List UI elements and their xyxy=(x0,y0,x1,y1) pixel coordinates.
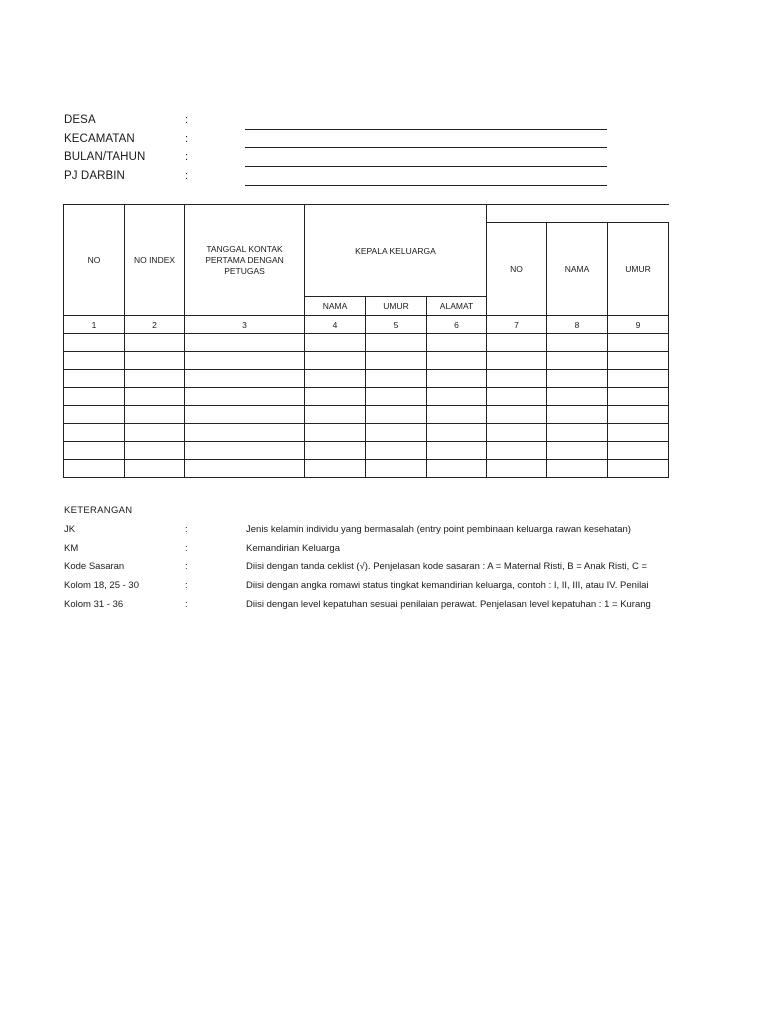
table-cell[interactable] xyxy=(487,370,547,388)
table-cell[interactable] xyxy=(64,424,125,442)
table-cell[interactable] xyxy=(427,406,487,424)
keterangan-key: JK xyxy=(64,524,76,535)
keterangan-colon: : xyxy=(185,580,188,591)
keterangan-colon: : xyxy=(185,599,188,610)
keterangan-colon: : xyxy=(185,561,188,572)
table-cell[interactable] xyxy=(487,334,547,352)
table-cell[interactable] xyxy=(427,370,487,388)
table-cell[interactable] xyxy=(547,442,608,460)
table-row xyxy=(64,352,669,370)
pj-darbin-label: PJ DARBIN xyxy=(64,170,125,182)
keterangan-key: Kode Sasaran xyxy=(64,561,125,572)
header-kk-umur: UMUR xyxy=(366,297,427,316)
table-cell[interactable] xyxy=(547,334,608,352)
table-cell[interactable] xyxy=(608,406,669,424)
table-cell[interactable] xyxy=(64,352,125,370)
table-cell[interactable] xyxy=(366,460,427,478)
kecamatan-input-line[interactable] xyxy=(245,147,607,148)
table-cell[interactable] xyxy=(305,370,366,388)
table-cell[interactable] xyxy=(547,424,608,442)
table-cell[interactable] xyxy=(64,460,125,478)
keterangan-item xyxy=(0,561,768,573)
table-cell[interactable] xyxy=(547,460,608,478)
table-cell[interactable] xyxy=(366,442,427,460)
table-cell[interactable] xyxy=(125,442,185,460)
keterangan-value: Kemandirian Keluarga xyxy=(246,543,341,554)
table-cell[interactable] xyxy=(608,424,669,442)
table-cell[interactable] xyxy=(64,334,125,352)
table-cell[interactable] xyxy=(185,334,305,352)
pj-darbin-colon: : xyxy=(185,170,189,182)
keterangan-key: KM xyxy=(64,543,79,554)
table-cell[interactable] xyxy=(185,442,305,460)
table-cell[interactable] xyxy=(366,334,427,352)
table-cell[interactable] xyxy=(608,370,669,388)
table-cell[interactable] xyxy=(305,424,366,442)
keterangan-item xyxy=(0,599,768,611)
table-cell[interactable] xyxy=(366,388,427,406)
column-number: 9 xyxy=(608,316,669,334)
keterangan-value: Diisi dengan tanda ceklist (√). Penjelasan kode sasaran : A = Maternal Risti, B = Anak Risti, C = xyxy=(246,561,647,572)
header-row-top xyxy=(64,205,669,223)
table-cell[interactable] xyxy=(427,442,487,460)
column-number: 7 xyxy=(487,316,547,334)
table-row xyxy=(64,406,669,424)
header-no: NO xyxy=(64,205,125,316)
table-cell[interactable] xyxy=(608,334,669,352)
column-number: 5 xyxy=(366,316,427,334)
table-cell[interactable] xyxy=(125,334,185,352)
table-cell[interactable] xyxy=(487,388,547,406)
table-cell[interactable] xyxy=(608,460,669,478)
table-cell[interactable] xyxy=(366,406,427,424)
table-cell[interactable] xyxy=(185,460,305,478)
table-cell[interactable] xyxy=(64,406,125,424)
column-number: 3 xyxy=(185,316,305,334)
table-cell[interactable] xyxy=(125,388,185,406)
keterangan-item xyxy=(0,524,768,536)
table-cell[interactable] xyxy=(487,442,547,460)
header-no-index: NO INDEX xyxy=(125,205,185,316)
header-tanggal-kontak: TANGGAL KONTAK PERTAMA DENGAN PETUGAS xyxy=(185,205,305,316)
table-cell[interactable] xyxy=(366,352,427,370)
pj-darbin-input-line[interactable] xyxy=(245,185,607,186)
table-cell[interactable] xyxy=(427,334,487,352)
keterangan-title: KETERANGAN xyxy=(64,505,133,516)
table-cell[interactable] xyxy=(125,352,185,370)
table-cell[interactable] xyxy=(185,352,305,370)
keterangan-key: Kolom 31 - 36 xyxy=(64,599,124,610)
keterangan-item xyxy=(0,580,768,592)
column-number: 4 xyxy=(305,316,366,334)
table-cell[interactable] xyxy=(608,388,669,406)
keterangan-item xyxy=(0,543,768,555)
bulan-tahun-label: BULAN/TAHUN xyxy=(64,151,146,163)
table-cell[interactable] xyxy=(487,406,547,424)
table-cell[interactable] xyxy=(487,460,547,478)
table-cell[interactable] xyxy=(305,460,366,478)
table-cell[interactable] xyxy=(305,406,366,424)
keterangan-colon: : xyxy=(185,543,188,554)
kecamatan-label: KECAMATAN xyxy=(64,133,135,145)
table-cell[interactable] xyxy=(427,424,487,442)
column-number: 6 xyxy=(427,316,487,334)
desa-label: DESA xyxy=(64,114,96,126)
table-row xyxy=(64,460,669,478)
table-cell[interactable] xyxy=(547,370,608,388)
table-cell[interactable] xyxy=(64,370,125,388)
keterangan-key: Kolom 18, 25 - 30 xyxy=(64,580,139,591)
table-cell[interactable] xyxy=(64,442,125,460)
table-cell[interactable] xyxy=(547,352,608,370)
table-cell[interactable] xyxy=(366,424,427,442)
column-number: 1 xyxy=(64,316,125,334)
table-cell[interactable] xyxy=(427,388,487,406)
column-number: 8 xyxy=(547,316,608,334)
header-nama-anggota: NAMA xyxy=(547,223,608,316)
table-cell[interactable] xyxy=(608,352,669,370)
header-no-anggota: NO xyxy=(487,223,547,316)
header-group-blank xyxy=(487,205,669,223)
table-cell[interactable] xyxy=(366,370,427,388)
table-row xyxy=(64,334,669,352)
table-cell[interactable] xyxy=(305,442,366,460)
column-number-row xyxy=(64,316,669,334)
table-cell[interactable] xyxy=(125,370,185,388)
table-cell[interactable] xyxy=(125,406,185,424)
table-cell[interactable] xyxy=(547,406,608,424)
table-cell[interactable] xyxy=(125,424,185,442)
kecamatan-colon: : xyxy=(185,133,189,145)
desa-input-line[interactable] xyxy=(245,129,607,130)
table-cell[interactable] xyxy=(487,352,547,370)
keterangan-value: Diisi dengan angka romawi status tingkat kemandirian keluarga, contoh : I, II, III, atau IV. Penilai xyxy=(246,580,649,591)
table-cell[interactable] xyxy=(427,460,487,478)
table-cell[interactable] xyxy=(185,424,305,442)
bulan-tahun-input-line[interactable] xyxy=(245,166,607,167)
table-cell[interactable] xyxy=(487,424,547,442)
header-umur-anggota: UMUR xyxy=(608,223,669,316)
bulan-tahun-colon: : xyxy=(185,151,189,163)
table-cell[interactable] xyxy=(185,406,305,424)
table-row xyxy=(64,442,669,460)
table-cell[interactable] xyxy=(305,388,366,406)
table-cell[interactable] xyxy=(608,442,669,460)
table-cell[interactable] xyxy=(305,352,366,370)
table-cell[interactable] xyxy=(185,388,305,406)
header-kk-alamat: ALAMAT xyxy=(427,297,487,316)
column-number: 2 xyxy=(125,316,185,334)
table-cell[interactable] xyxy=(305,334,366,352)
header-kk-nama: NAMA xyxy=(305,297,366,316)
table-row xyxy=(64,424,669,442)
keterangan-value: Jenis kelamin individu yang bermasalah (entry point pembinaan keluarga rawan kesehatan) xyxy=(246,524,631,535)
keterangan-colon: : xyxy=(185,524,188,535)
keterangan-value: Diisi dengan level kepatuhan sesuai penilaian perawat. Penjelasan level kepatuhan : 1 = Kurang xyxy=(246,599,651,610)
table-cell[interactable] xyxy=(185,370,305,388)
header-kepala-keluarga: KEPALA KELUARGA xyxy=(305,205,487,297)
family-data-table xyxy=(63,204,669,478)
table-cell[interactable] xyxy=(125,460,185,478)
table-body xyxy=(64,334,669,478)
table-cell[interactable] xyxy=(547,388,608,406)
table-cell[interactable] xyxy=(427,352,487,370)
desa-colon: : xyxy=(185,114,189,126)
table-cell[interactable] xyxy=(64,388,125,406)
table-row xyxy=(64,370,669,388)
table-row xyxy=(64,388,669,406)
